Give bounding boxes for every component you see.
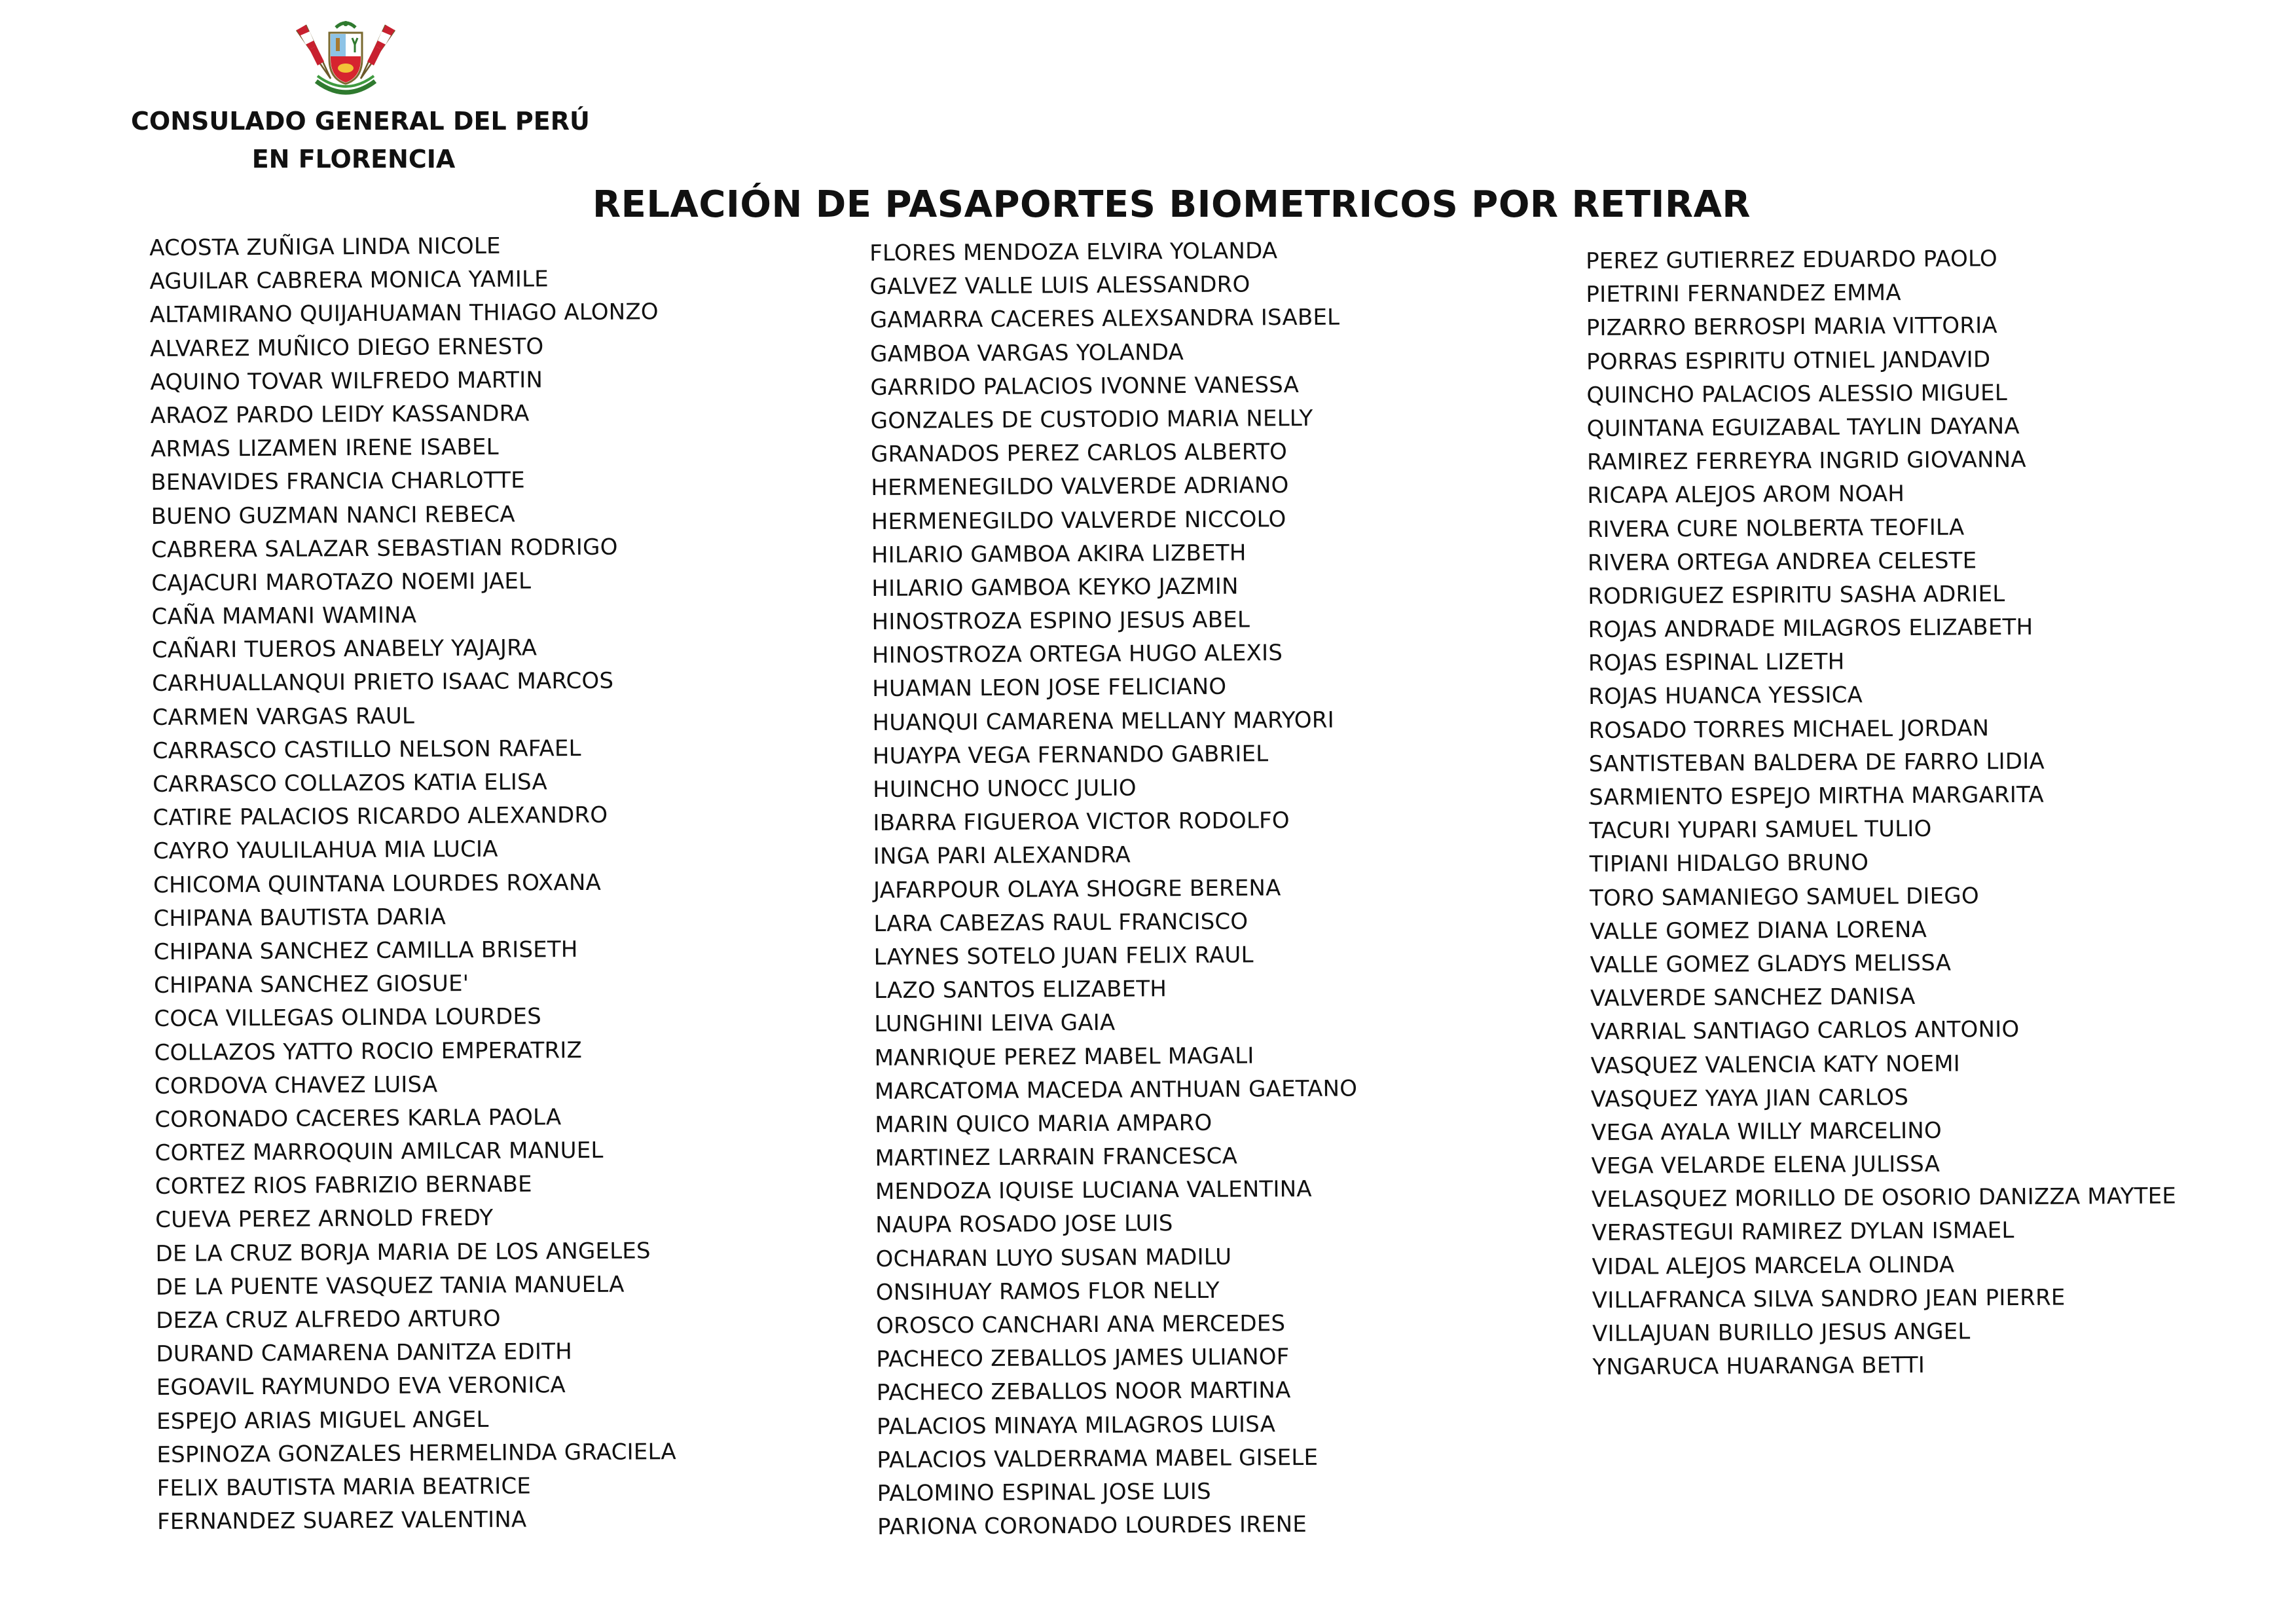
peru-coat-of-arms-icon	[290, 18, 401, 102]
name-list-item: PARIONA CORONADO LOURDES IRENE	[877, 1511, 1307, 1541]
name-list-item: QUINCHO PALACIOS ALESSIO MIGUEL	[1586, 379, 2008, 409]
name-list-item: GALVEZ VALLE LUIS ALESSANDRO	[869, 271, 1250, 301]
name-list-item: LAYNES SOTELO JUAN FELIX RAUL	[873, 942, 1254, 970]
name-list-item: CORTEZ MARROQUIN AMILCAR MANUEL	[155, 1137, 604, 1167]
names-column-2	[869, 234, 1360, 1544]
name-list-item: RIVERA ORTEGA ANDREA CELESTE	[1587, 547, 1977, 576]
name-list-item: PEREZ GUTIERREZ EDUARDO PAOLO	[1586, 246, 1998, 274]
name-list-item: GRANADOS PEREZ CARLOS ALBERTO	[870, 439, 1288, 468]
name-list-item: RICAPA ALEJOS AROM NOAH	[1587, 481, 1905, 509]
name-list-item: SARMIENTO ESPEJO MIRTHA MARGARITA	[1589, 781, 2045, 811]
name-list-item: MARTINEZ LARRAIN FRANCESCA	[875, 1143, 1238, 1172]
name-list-item: CAYRO YAULILAHUA MIA LUCIA	[153, 836, 498, 865]
name-list-item: RIVERA CURE NOLBERTA TEOFILA	[1587, 513, 1965, 543]
name-list-item: PORRAS ESPIRITU OTNIEL JANDAVID	[1586, 346, 1991, 375]
name-list-item: PALOMINO ESPINAL JOSE LUIS	[877, 1478, 1211, 1507]
name-list-item: GAMBOA VARGAS YOLANDA	[869, 339, 1184, 367]
name-list-item: HILARIO GAMBOA AKIRA LIZBETH	[871, 540, 1247, 568]
name-list-item: ROJAS HUANCA YESSICA	[1588, 682, 1863, 710]
name-list-item: VARRIAL SANTIAGO CARLOS ANTONIO	[1590, 1016, 2020, 1046]
name-list-item: DEZA CRUZ ALFREDO ARTURO	[156, 1305, 501, 1334]
name-list-item: VALLE GOMEZ DIANA LORENA	[1590, 916, 1927, 945]
name-list-item: CUEVA PEREZ ARNOLD FREDY	[155, 1205, 494, 1234]
name-list-item: CARRASCO COLLAZOS KATIA ELISA	[153, 769, 548, 798]
name-list-item: BENAVIDES FRANCIA CHARLOTTE	[151, 467, 525, 496]
name-list-item: MARCATOMA MACEDA ANTHUAN GAETANO	[874, 1075, 1358, 1105]
name-list-item: DE LA CRUZ BORJA MARIA DE LOS ANGELES	[155, 1237, 651, 1267]
name-list-item: FLORES MENDOZA ELVIRA YOLANDA	[869, 238, 1278, 267]
consulate-name	[131, 102, 590, 178]
name-list-item: CAÑARI TUEROS ANABELY YAJAJRA	[151, 635, 538, 664]
name-list-item: AGUILAR CABRERA MONICA YAMILE	[149, 266, 549, 295]
name-list-item: VEGA VELARDE ELENA JULISSA	[1591, 1151, 1941, 1180]
name-list-item: PIETRINI FERNANDEZ EMMA	[1586, 280, 1901, 308]
name-list-item: QUINTANA EGUIZABAL TAYLIN DAYANA	[1586, 413, 2020, 442]
consulate-line1: CONSULADO GENERAL DEL PERÚ	[131, 107, 590, 136]
name-list-item: VERASTEGUI RAMIREZ DYLAN ISMAEL	[1592, 1217, 2014, 1247]
name-list-item: INGA PARI ALEXANDRA	[873, 841, 1131, 870]
name-list-item: AQUINO TOVAR WILFREDO MARTIN	[150, 367, 543, 396]
name-list-item: ROJAS ESPINAL LIZETH	[1588, 648, 1845, 677]
name-list-item: CARMEN VARGAS RAUL	[152, 703, 415, 731]
name-list-item: GAMARRA CACERES ALEXSANDRA ISABEL	[869, 304, 1340, 334]
name-list-item: VALLE GOMEZ GLADYS MELISSA	[1590, 950, 1952, 978]
name-list-item: OCHARAN LUYO SUSAN MADILU	[875, 1244, 1232, 1272]
name-list-item: COLLAZOS YATTO ROCIO EMPERATRIZ	[154, 1037, 583, 1066]
name-list-item: ARAOZ PARDO LEIDY KASSANDRA	[150, 400, 530, 429]
name-list-item: CABRERA SALAZAR SEBASTIAN RODRIGO	[151, 534, 618, 563]
name-list-item: VELASQUEZ MORILLO DE OSORIO DANIZZA MAYTEE	[1591, 1183, 2177, 1213]
name-list-item: CARRASCO CASTILLO NELSON RAFAEL	[152, 735, 581, 764]
name-list-item: BUENO GUZMAN NANCI REBECA	[151, 501, 515, 530]
name-list-item: RODRIGUEZ ESPIRITU SASHA ADRIEL	[1588, 580, 2005, 610]
name-list-item: ESPEJO ARIAS MIGUEL ANGEL	[156, 1406, 489, 1435]
name-list-item: CORDOVA CHAVEZ LUISA	[154, 1071, 438, 1099]
name-list-item: LARA CABEZAS RAUL FRANCISCO	[873, 908, 1248, 937]
name-list-item: CHIPANA SANCHEZ CAMILLA BRISETH	[153, 936, 578, 965]
name-list-item: DURAND CAMARENA DANITZA EDITH	[156, 1338, 573, 1368]
name-list-item: MARIN QUICO MARIA AMPARO	[875, 1109, 1212, 1138]
name-list-item: PALACIOS MINAYA MILAGROS LUISA	[876, 1411, 1276, 1440]
name-list-item: ESPINOZA GONZALES HERMELINDA GRACIELA	[156, 1438, 677, 1468]
name-list-item: HERMENEGILDO VALVERDE ADRIANO	[871, 472, 1289, 502]
name-list-item: ACOSTA ZUÑIGA LINDA NICOLE	[149, 232, 501, 261]
name-list-item: CORTEZ RIOS FABRIZIO BERNABE	[155, 1171, 532, 1200]
name-list-item: TACURI YUPARI SAMUEL TULIO	[1589, 815, 1932, 845]
name-list-item: VILLAJUAN BURILLO JESUS ANGEL	[1592, 1318, 1971, 1347]
name-list-item: PACHECO ZEBALLOS NOOR MARTINA	[876, 1377, 1291, 1407]
name-list-item: FELIX BAUTISTA MARIA BEATRICE	[156, 1473, 532, 1502]
name-list-item: GONZALES DE CUSTODIO MARIA NELLY	[870, 405, 1313, 434]
name-list-item: ROSADO TORRES MICHAEL JORDAN	[1588, 714, 1990, 744]
page-title: RELACIÓN DE PASAPORTES BIOMETRICOS POR RETIRAR	[592, 183, 1751, 226]
name-list-item: CORONADO CACERES KARLA PAOLA	[155, 1104, 562, 1133]
name-list-item: COCA VILLEGAS OLINDA LOURDES	[154, 1003, 542, 1033]
name-list-item: DE LA PUENTE VASQUEZ TANIA MANUELA	[155, 1271, 625, 1301]
name-list-item: VALVERDE SANCHEZ DANISA	[1590, 984, 1916, 1012]
name-list-item: CAÑA MAMANI WAMINA	[151, 602, 417, 631]
name-list-item: ARMAS LIZAMEN IRENE ISABEL	[150, 434, 499, 463]
name-list-item: VASQUEZ YAYA JIAN CARLOS	[1590, 1084, 1909, 1113]
name-list-item: PACHECO ZEBALLOS JAMES ULIANOF	[876, 1344, 1290, 1373]
name-list-item: SANTISTEBAN BALDERA DE FARRO LIDIA	[1588, 748, 2045, 777]
name-list-item: YNGARUCA HUARANGA BETTI	[1592, 1352, 1925, 1381]
name-list-item: HILARIO GAMBOA KEYKO JAZMIN	[871, 573, 1239, 602]
name-list-item: OROSCO CANCHARI ANA MERCEDES	[876, 1310, 1286, 1339]
name-list-item: CHIPANA BAUTISTA DARIA	[153, 904, 446, 932]
name-list-item: RAMIREZ FERREYRA INGRID GIOVANNA	[1586, 447, 2026, 476]
name-list-item: HINOSTROZA ESPINO JESUS ABEL	[871, 606, 1250, 636]
name-list-item: LUNGHINI LEIVA GAIA	[874, 1010, 1116, 1038]
name-list-item: JAFARPOUR OLAYA SHOGRE BERENA	[873, 874, 1281, 904]
name-list-item: MENDOZA IQUISE LUCIANA VALENTINA	[875, 1176, 1312, 1206]
name-list-item: CAJACURI MAROTAZO NOEMI JAEL	[151, 568, 532, 597]
name-list-item: HUAMAN LEON JOSE FELICIANO	[872, 674, 1227, 703]
name-list-item: VEGA AYALA WILLY MARCELINO	[1591, 1117, 1942, 1146]
name-list-item: FERNANDEZ SUAREZ VALENTINA	[156, 1506, 527, 1536]
name-list-item: HUINCHO UNOCC JULIO	[873, 775, 1137, 803]
name-list-item: ROJAS ANDRADE MILAGROS ELIZABETH	[1588, 614, 2033, 644]
name-list-item: NAUPA ROSADO JOSE LUIS	[875, 1210, 1173, 1239]
name-list-item: MANRIQUE PEREZ MABEL MAGALI	[874, 1042, 1254, 1071]
names-column-3	[1586, 242, 2178, 1385]
name-list-item: CHICOMA QUINTANA LOURDES ROXANA	[153, 869, 602, 898]
name-list-item: PALACIOS VALDERRAMA MABEL GISELE	[877, 1444, 1319, 1473]
name-list-item: TIPIANI HIDALGO BRUNO	[1589, 849, 1869, 878]
name-list-item: LAZO SANTOS ELIZABETH	[873, 976, 1167, 1005]
name-list-item: CARHUALLANQUI PRIETO ISAAC MARCOS	[152, 668, 614, 697]
name-list-item: VASQUEZ VALENCIA KATY NOEMI	[1590, 1050, 1961, 1079]
name-list-item: IBARRA FIGUEROA VICTOR RODOLFO	[873, 807, 1290, 837]
name-list-item: CHIPANA SANCHEZ GIOSUE'	[153, 970, 469, 999]
consulate-line2: EN FLORENCIA	[251, 145, 456, 174]
name-list-item: HINOSTROZA ORTEGA HUGO ALEXIS	[871, 640, 1283, 669]
name-list-item: ALVAREZ MUÑICO DIEGO ERNESTO	[149, 333, 544, 362]
name-list-item: ALTAMIRANO QUIJAHUAMAN THIAGO ALONZO	[149, 299, 659, 329]
name-list-item: CATIRE PALACIOS RICARDO ALEXANDRO	[153, 802, 608, 832]
names-column-1	[149, 229, 677, 1539]
name-list-item: HUAYPA VEGA FERNANDO GABRIEL	[872, 741, 1269, 769]
name-list-item: ONSIHUAY RAMOS FLOR NELLY	[875, 1277, 1220, 1306]
name-list-item: PIZARRO BERROSPI MARIA VITTORIA	[1586, 312, 1997, 342]
name-list-item: GARRIDO PALACIOS IVONNE VANESSA	[870, 371, 1300, 401]
name-list-item: HUANQUI CAMARENA MELLANY MARYORI	[872, 707, 1334, 736]
name-list-item: VIDAL ALEJOS MARCELA OLINDA	[1592, 1251, 1955, 1280]
name-list-item: EGOAVIL RAYMUNDO EVA VERONICA	[156, 1372, 566, 1401]
name-list-item: VILLAFRANCA SILVA SANDRO JEAN PIERRE	[1592, 1284, 2066, 1314]
name-list-item: TORO SAMANIEGO SAMUEL DIEGO	[1589, 882, 1979, 912]
name-list-item: HERMENEGILDO VALVERDE NICCOLO	[871, 506, 1286, 535]
